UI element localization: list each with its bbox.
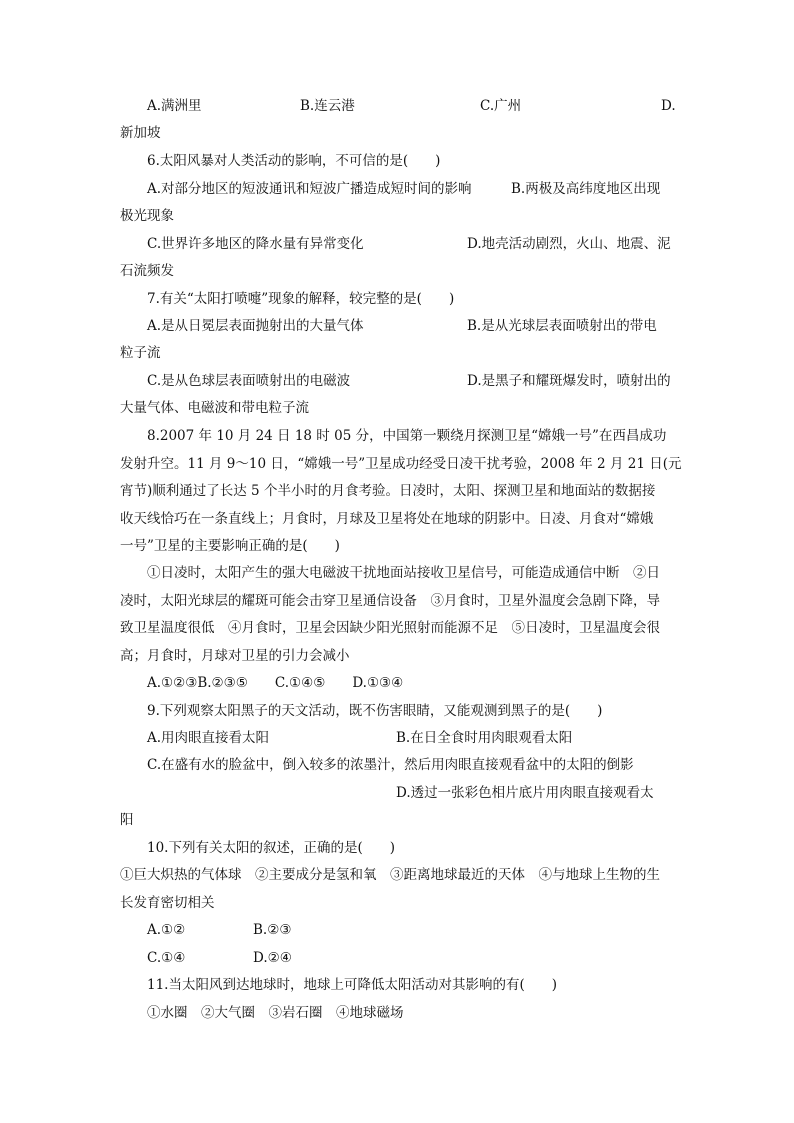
q7-option-b: B.是从光球层表面喷射出的带电	[467, 318, 657, 334]
q8-stem-line-2: 发射升空。11 月 9～10 日，“嫦娥一号”卫星成功经受日凌干扰考验，2008 年 2 月 21 日(元	[120, 456, 682, 472]
q6-option-d: D.地壳活动剧烈，火山、地震、泥	[467, 236, 671, 252]
q6-option-b-cont: 极光现象	[120, 208, 174, 224]
q10-option-c: C.①④	[147, 950, 186, 966]
q8-statement-line-4: 高；月食时，月球对卫星的引力会减小	[120, 648, 350, 664]
q7-option-d-cont: 大量气体、电磁波和带电粒子流	[120, 400, 309, 416]
q10-option-d: D.②④	[253, 950, 292, 966]
q5-option-b: B.连云港	[300, 98, 355, 114]
q8-stem-line-5: 一号”卫星的主要影响正确的是( )	[120, 538, 340, 554]
q10-stem: 10.下列有关太阳的叙述，正确的是( )	[147, 840, 396, 856]
q7-option-d: D.是黑子和耀斑爆发时，喷射出的	[467, 373, 671, 389]
q8-statement-line-3: 致卫星温度很低 ④月食时，卫星会因缺少阳光照射而能源不足 ⑤日凌时，卫星温度会很	[120, 620, 660, 636]
q6-stem: 6.太阳风暴对人类活动的影响，不可信的是( )	[147, 153, 441, 169]
q9-option-d: D.透过一张彩色相片底片用肉眼直接观看太	[396, 785, 654, 801]
q8-statement-line-2: 凌时，太阳光球层的耀斑可能会击穿卫星通信设备 ③月食时，卫星外温度会急剧下降，导	[120, 593, 660, 609]
q9-option-d-cont: 阳	[120, 812, 134, 828]
q10-option-b: B.②③	[253, 922, 292, 938]
q10-statement-line-2: 长发育密切相关	[120, 895, 215, 911]
q7-option-b-cont: 粒子流	[120, 345, 161, 361]
q10-statement-line-1: ①巨大炽热的气体球 ②主要成分是氢和氧 ③距离地球最近的天体 ④与地球上生物的生	[120, 867, 660, 883]
q11-stem: 11.当太阳风到达地球时，地球上可降低太阳活动对其影响的有( )	[147, 977, 558, 993]
q8-options: A.①②③B.②③⑤ C.①④⑤ D.①③④	[147, 675, 404, 691]
q9-option-c: C.在盛有水的脸盆中，倒入较多的浓墨汁，然后用肉眼直接观看盆中的太阳的倒影	[147, 757, 634, 773]
q7-stem: 7.有关“太阳打喷嚏”现象的解释，较完整的是( )	[147, 291, 455, 307]
q6-option-d-cont: 石流频发	[120, 263, 174, 279]
q8-statement-line-1: ①日凌时，太阳产生的强大电磁波干扰地面站接收卫星信号，可能造成通信中断 ②日	[147, 565, 660, 581]
q9-stem: 9.下列观察太阳黑子的天文活动，既不伤害眼睛，又能观测到黑子的是( )	[147, 703, 603, 719]
q7-option-c: C.是从色球层表面喷射出的电磁波	[147, 373, 351, 389]
q9-option-b: B.在日全食时用肉眼观看太阳	[396, 730, 573, 746]
q6-option-b: B.两极及高纬度地区出现	[511, 181, 661, 197]
q10-option-a: A.①②	[147, 922, 186, 938]
q7-option-a: A.是从日冕层表面抛射出的大量气体	[147, 318, 364, 334]
q8-stem-line-1: 8.2007 年 10 月 24 日 18 时 05 分，中国第一颗绕月探测卫星“嫦娥一号”在西昌成功	[147, 428, 667, 444]
q5-option-d-cont: 新加坡	[120, 125, 161, 141]
q9-option-a: A.用肉眼直接看太阳	[147, 730, 270, 746]
q6-option-c: C.世界许多地区的降水量有异常变化	[147, 236, 364, 252]
q11-statements: ①水圈 ②大气圈 ③岩石圈 ④地球磁场	[147, 1005, 404, 1021]
q8-stem-line-4: 收天线恰巧在一条直线上；月食时，月球及卫星将处在地球的阴影中。日凌、月食对“嫦娥	[120, 511, 654, 527]
q6-option-a: A.对部分地区的短波通讯和短波广播造成短时间的影响	[147, 181, 472, 197]
q8-stem-line-3: 宵节)顺利通过了长达 5 个半小时的月食考验。日凌时，太阳、探测卫星和地面站的数据接	[120, 483, 656, 499]
q5-option-c: C.广州	[480, 98, 522, 114]
q5-option-a: A.满洲里	[147, 98, 202, 114]
q5-option-d: D.	[661, 98, 676, 114]
